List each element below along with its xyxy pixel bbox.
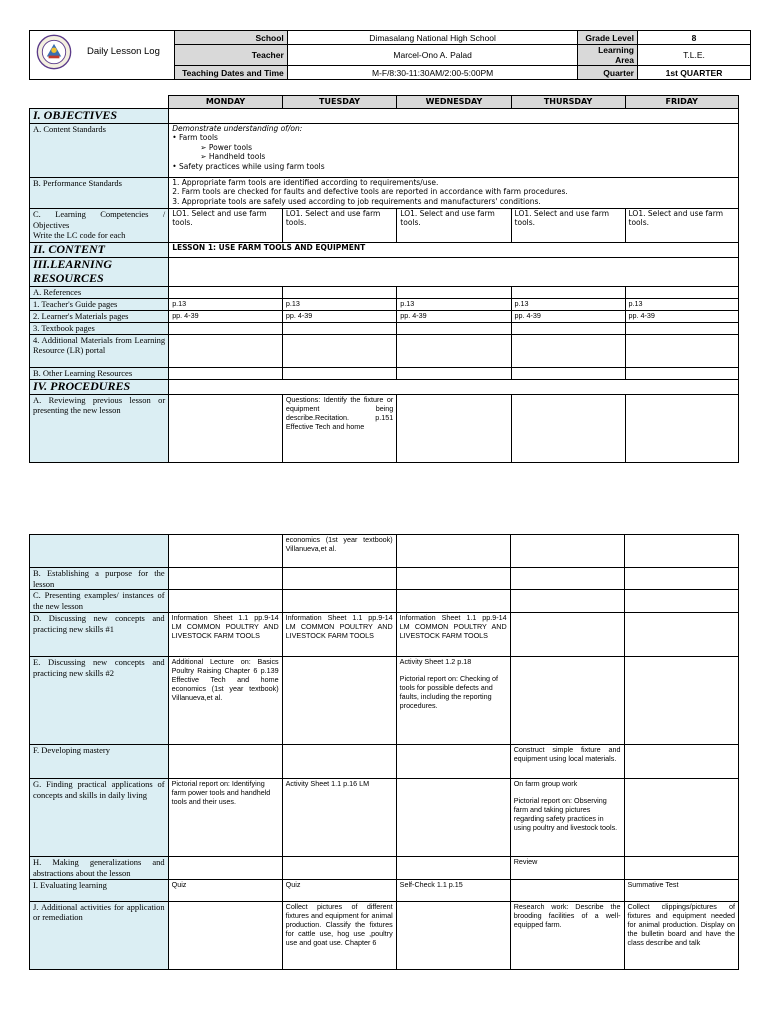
area-label: Learning Area [578,45,638,66]
learning-competencies-label [30,209,169,243]
reviewing-lesson-label: A. Reviewing previous lesson or presenting the new lesson [30,394,169,462]
dates-label: Teaching Dates and Time [174,66,287,80]
lc-thursday: LO1. Select and use farm tools. [511,209,625,243]
lc-tuesday: LO1. Select and use farm tools. [282,209,396,243]
logo-cell [30,31,175,80]
additional-materials-label: 4. Additional Materials from Learning Resource (LR) portal [30,334,169,367]
applications-thursday [510,779,624,857]
mastery-thursday: Construct simple fixture and equipment using local materials. [510,745,624,779]
page-1-table-wrap [29,95,739,463]
quarter-value: 1st QUARTER [638,66,751,80]
applications-monday: Pictorial report on: Identifying farm power tools and handheld tools and their uses. [168,779,282,857]
content-standards-label: A. Content Standards [30,124,169,178]
additional-friday: Collect clippings/pictures of fixtures and equipment needed for animal production. Display on the bulletin board and have the class describe and talk [624,901,739,969]
evaluating-friday: Summative Test [624,879,739,901]
discussing-2-monday: Additional Lecture on: Basics Poultry Raising Chapter 6 p.139 Effective Tech and home economics (1st year textbook) Villanueva,et al. [168,657,282,745]
discussing-1-tuesday: Information Sheet 1.1 pp.9-14 LM COMMON POULTRY AND LIVESTOCK FARM TOOLS [282,613,396,657]
blank-corner [30,96,169,109]
lesson-table-page-1 [29,95,739,463]
additional-activities-label: J. Additional activities for application or remediation [30,901,169,969]
lc-monday: LO1. Select and use farm tools. [169,209,283,243]
references-label: A. References [30,286,169,298]
purpose-label: B. Establishing a purpose for the lesson [30,568,169,590]
discussing-1-wednesday: Information Sheet 1.1 pp.9-14 LM COMMON POULTRY AND LIVESTOCK FARM TOOLS [396,613,510,657]
lc-wednesday: LO1. Select and use farm tools. [397,209,511,243]
deped-seal-icon [36,34,72,70]
document-title: Daily Lesson Log [87,46,160,57]
lm-monday: pp. 4-39 [169,310,283,322]
evaluating-wednesday: Self-Check 1.1 p.15 [396,879,510,901]
tg-tuesday: p.13 [282,298,396,310]
teachers-guide-label: 1. Teacher's Guide pages [30,298,169,310]
tg-thursday: p.13 [511,298,625,310]
textbook-pages-label: 3. Textbook pages [30,322,169,334]
resources-spacer [169,258,739,287]
additional-thursday: Research work: Describe the brooding facilities of a well-equipped farm. [510,901,624,969]
lm-thursday: pp. 4-39 [511,310,625,322]
grade-value: 8 [638,31,751,45]
practical-applications-label: G. Finding practical applications of concepts and skills in daily living [30,779,169,857]
grade-label: Grade Level [578,31,638,45]
applications-tuesday: Activity Sheet 1.1 p.16 LM [282,779,396,857]
content-heading: II. CONTENT [30,243,169,258]
day-monday: MONDAY [169,96,283,109]
lc-friday: LO1. Select and use farm tools. [625,209,738,243]
perf-item: 2. Farm tools are checked for faults and defective tools are reported in accordance with farm procedures. [172,187,568,197]
lesson-table-page-2 [29,534,739,970]
objectives-spacer [169,109,739,124]
school-label: School [174,31,287,45]
content-standards-intro: Demonstrate understanding of/on: [172,124,303,133]
activity-sheet-text: Activity Sheet 1.2 p.18 [399,657,472,667]
discussing-1-monday: Information Sheet 1.1 pp.9-14 LM COMMON POULTRY AND LIVESTOCK FARM TOOLS [168,613,282,657]
content-item: • Farm tools [172,133,218,143]
tg-friday: p.13 [625,298,738,310]
presenting-examples-label: C. Presenting examples/ instances of the new lesson [30,590,169,613]
observing-text: Pictorial report on: Observing farm and taking pictures regarding safety practices in using poultry and livestock tools. [513,796,618,833]
day-header-row [30,96,739,109]
day-tuesday: TUESDAY [282,96,396,109]
day-wednesday: WEDNESDAY [397,96,511,109]
group-work-text: On farm group work [513,779,578,789]
other-resources-label: B. Other Learning Resources [30,367,169,379]
evaluating-tuesday: Quiz [282,879,396,901]
tg-monday: p.13 [169,298,283,310]
learners-materials-label: 2. Learner's Materials pages [30,310,169,322]
teacher-label: Teacher [174,45,287,66]
performance-standards-label: B. Performance Standards [30,178,169,209]
evaluating-monday: Quiz [168,879,282,901]
teacher-value: Marcel-Ono A. Palad [287,45,578,66]
perf-item: 1. Appropriate farm tools are identified according to requirements/use. [172,178,439,187]
generalization-thursday: Review [510,857,624,879]
procedures-heading: IV. PROCEDURES [30,379,169,394]
additional-tuesday: Collect pictures of different fixtures and equipment for animal production. Classify the fixtures for cattle use, hog use ,poultry use and goat use. Chapter 6 [282,901,396,969]
discussing-1-label: D. Discussing new concepts and practicing new skills #1 [30,613,169,657]
tg-wednesday: p.13 [397,298,511,310]
school-value: Dimasalang National High School [287,31,578,45]
lm-friday: pp. 4-39 [625,310,738,322]
lc-sub-text: Write the LC code for each [33,230,126,241]
generalizations-label: H. Making generalizations and abstractions about the lesson [30,857,169,879]
area-value: T.L.E. [638,45,751,66]
lm-tuesday: pp. 4-39 [282,310,396,322]
objectives-heading: I. OBJECTIVES [30,109,169,124]
discussing-2-label: E. Discussing new concepts and practicing new skills #2 [30,657,169,745]
review-tuesday: Questions: Identify the fixture or equipment being describe.Recitation. p.151 Effective Tech and home [282,394,396,462]
lesson-log-header [29,30,751,78]
lesson-title: LESSON 1: USE FARM TOOLS AND EQUIPMENT [169,243,739,258]
evaluating-label: I. Evaluating learning [30,879,169,901]
quarter-label: Quarter [578,66,638,80]
learning-resources-heading: III.LEARNING RESOURCES [30,258,169,287]
pictorial-report-text: Pictorial report on: Checking of tools for possible defects and faults, including the reporting procedures. [399,674,498,711]
developing-mastery-label: F. Developing mastery [30,745,169,779]
review-tuesday-continued: economics (1st year textbook) Villanueva,et al. [282,535,396,568]
page-2-table-wrap [29,534,739,970]
day-thursday: THURSDAY [511,96,625,109]
content-item: ➢ Power tools [200,142,253,152]
day-friday: FRIDAY [625,96,738,109]
lc-label-text: C. Learning Competencies / Objectives [33,209,166,230]
discussing-2-wednesday [396,657,510,745]
content-item: • Safety practices while using farm tools [172,161,325,171]
content-item: ➢ Handheld tools [200,152,266,162]
lm-wednesday: pp. 4-39 [397,310,511,322]
dates-value: M-F/8:30-11:30AM/2:00-5:00PM [287,66,578,80]
perf-item: 3. Appropriate tools are safely used according to job requirements and manufacturers' conditions. [172,196,541,206]
header-table [29,30,751,80]
content-standards-cell [169,124,739,178]
performance-standards-cell [169,178,739,209]
